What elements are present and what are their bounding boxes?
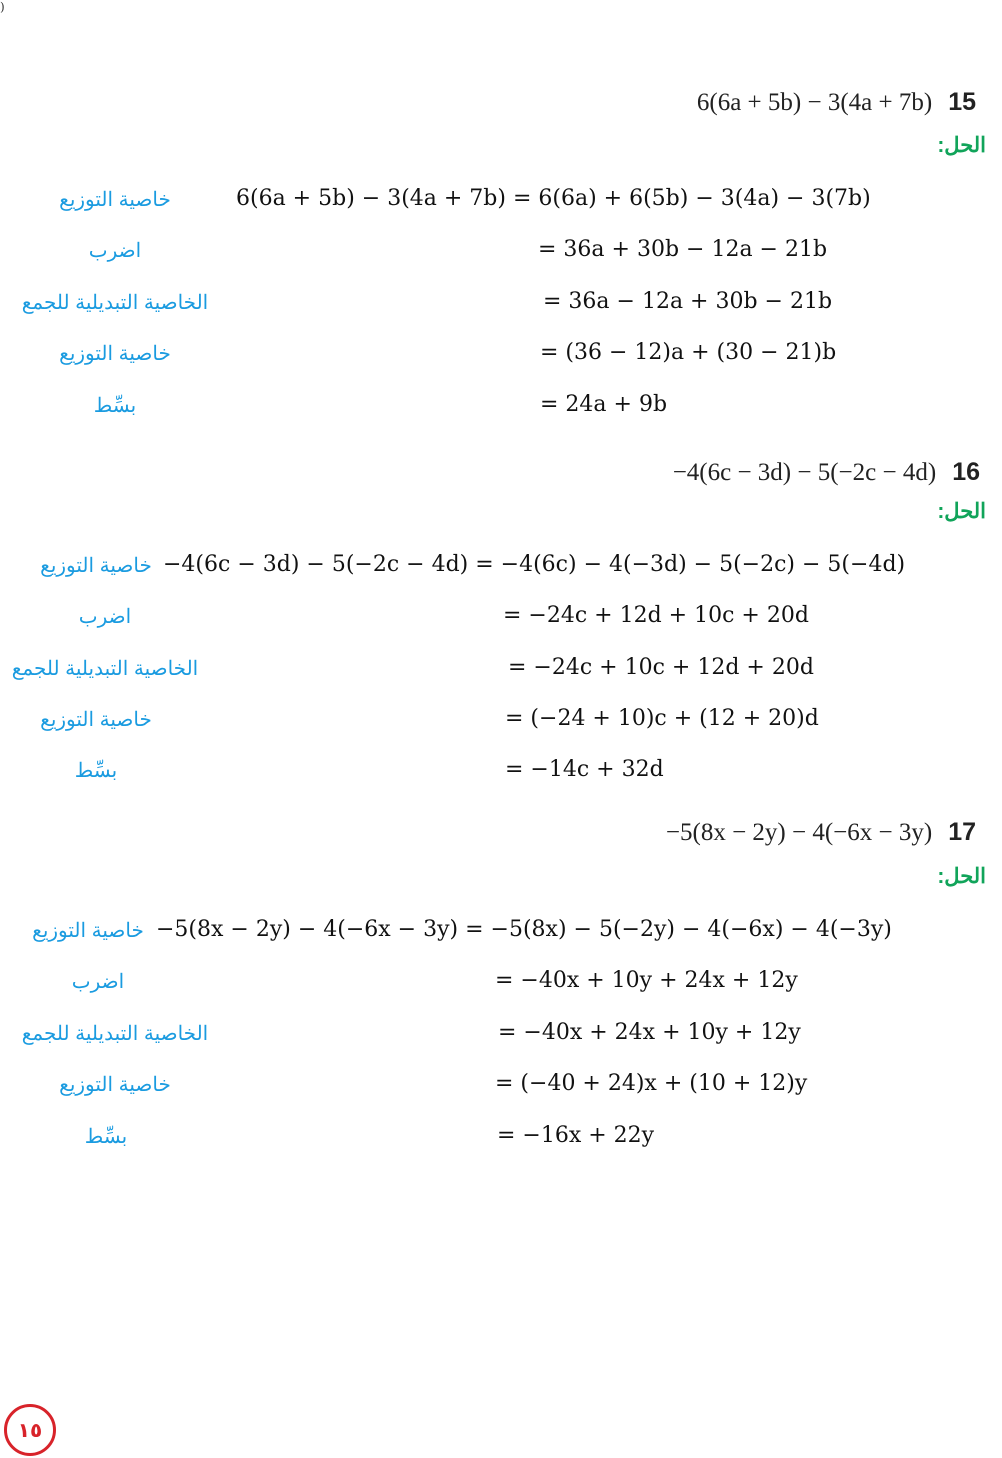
step-reason: الخاصية التبديلية للجمع — [11, 658, 199, 680]
step-reason: بسِّط — [74, 760, 118, 782]
problem-number: 15 — [948, 88, 976, 116]
solution-label: الحل: — [937, 500, 986, 523]
step-reason: خاصية التوزيع — [32, 920, 144, 942]
step-line: = −14c + 32d — [505, 757, 664, 782]
step-reason: بسِّط — [93, 395, 137, 417]
step-reason: خاصية التوزيع — [40, 709, 152, 731]
step-line: = (−40 + 24)x + (10 + 12)y — [495, 1071, 808, 1096]
solution-label: الحل: — [937, 865, 986, 888]
corner-mark: ) — [0, 0, 5, 14]
step-reason: الخاصية التبديلية للجمع — [21, 1023, 209, 1045]
step-line: = 36a − 12a + 30b − 21b — [543, 289, 833, 314]
solution-label: الحل: — [937, 134, 986, 157]
step-line: = 36a + 30b − 12a − 21b — [538, 237, 828, 262]
problem-17-statement — [666, 818, 976, 847]
step-line: = (−24 + 10)c + (12 + 20)d — [505, 706, 819, 731]
step-line: = 24a + 9b — [540, 392, 668, 417]
step-reason: اضرب — [78, 606, 132, 628]
step-line: 6(6a + 5b) − 3(4a + 7b) = 6(6a) + 6(5b) − 3(4a) − 3(7b) — [236, 186, 871, 211]
step-reason: خاصية التوزيع — [59, 1074, 171, 1096]
problem-16-statement — [673, 458, 980, 487]
problem-expression: −5(8x − 2y) − 4(−6x − 3y) — [665, 819, 933, 846]
step-reason: خاصية التوزيع — [59, 189, 171, 211]
step-line: = −40x + 10y + 24x + 12y — [495, 968, 798, 993]
step-reason: بسِّط — [84, 1126, 128, 1148]
problem-15-statement — [697, 88, 976, 117]
step-line: −5(8x − 2y) − 4(−6x − 3y) = −5(8x) − 5(−2y) − 4(−6x) − 4(−3y) — [156, 917, 892, 942]
problem-number: 16 — [952, 458, 980, 486]
step-reason: خاصية التوزيع — [59, 343, 171, 365]
problem-number: 17 — [948, 818, 976, 846]
step-reason: الخاصية التبديلية للجمع — [21, 292, 209, 314]
step-reason: اضرب — [88, 240, 142, 262]
step-reason: خاصية التوزيع — [40, 555, 152, 577]
step-reason: اضرب — [71, 971, 125, 993]
step-line: = −24c + 10c + 12d + 20d — [508, 655, 814, 680]
step-line: = (36 − 12)a + (30 − 21)b — [540, 340, 837, 365]
step-line: = −24c + 12d + 10c + 20d — [503, 603, 809, 628]
problem-expression: −4(6c − 3d) − 5(−2c − 4d) — [672, 459, 937, 486]
step-line: = −16x + 22y — [497, 1123, 655, 1148]
page-number-badge: ١٥ — [4, 1404, 56, 1456]
step-line: −4(6c − 3d) − 5(−2c − 4d) = −4(6c) − 4(−3d) − 5(−2c) − 5(−4d) — [163, 552, 906, 577]
problem-expression: 6(6a + 5b) − 3(4a + 7b) — [696, 89, 933, 116]
step-line: = −40x + 24x + 10y + 12y — [498, 1020, 801, 1045]
